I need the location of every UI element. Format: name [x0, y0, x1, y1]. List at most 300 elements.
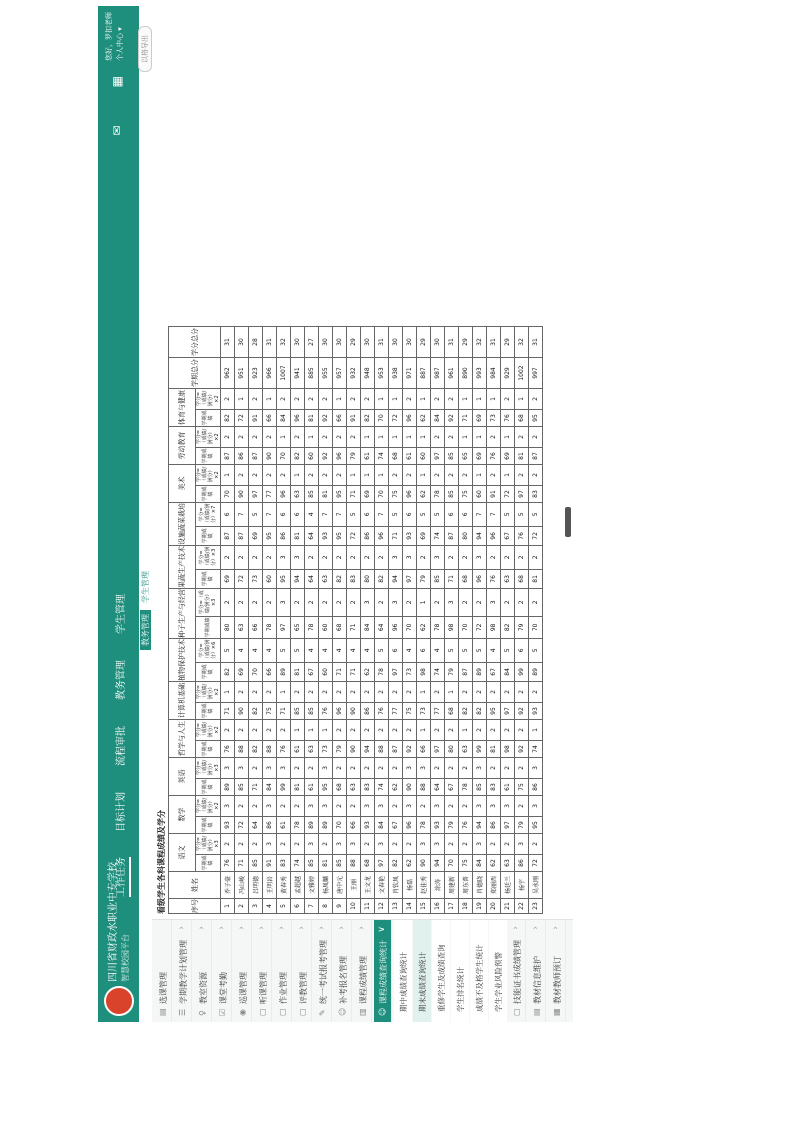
cell-value: 2 [515, 427, 529, 448]
cell-value: 98 [487, 616, 501, 638]
cell-value: 60 [319, 616, 333, 638]
cell-value: 2 [515, 465, 529, 486]
cell-value: 2 [235, 682, 249, 703]
cell-value: 3 [305, 834, 319, 855]
table-row [333, 327, 347, 914]
header-subject: 美术 [169, 465, 196, 503]
cell-value: 2 [403, 389, 417, 410]
cell-seq: 3 [249, 899, 263, 914]
cell-value: 7 [487, 503, 501, 527]
cell-value: 78 [459, 779, 473, 796]
chevron-icon: › [337, 926, 347, 930]
cell-value: 2 [515, 720, 529, 741]
user-info[interactable] [104, 12, 126, 61]
sidebar-item-label: 课程成绩查询统计 [379, 940, 388, 1004]
cell-seq: 7 [305, 899, 319, 914]
cell-value: 3 [389, 546, 403, 570]
cell-value: 6 [389, 639, 403, 663]
cell-value: 2 [221, 589, 235, 617]
cell-total-credit: 30 [333, 327, 347, 358]
cell-value: 2 [501, 589, 515, 617]
top-icons [110, 76, 124, 136]
sidebar-item[interactable] [234, 920, 252, 1022]
cell-value: 1 [487, 389, 501, 410]
horizontal-scrollbar[interactable] [565, 507, 571, 537]
grid-icon[interactable]: ▦ [110, 76, 124, 88]
nav-tab[interactable]: 教务管理 [116, 660, 127, 700]
list-icon: ☰ [178, 1008, 187, 1016]
cell-value: 2 [445, 546, 459, 570]
cell-value: 2 [305, 465, 319, 486]
cell-value: 97 [431, 448, 445, 465]
cell-value: 3 [235, 758, 249, 779]
cell-value: 84 [263, 779, 277, 796]
cell-value: 2 [249, 758, 263, 779]
cell-value: 96 [389, 616, 403, 638]
cell-value: 3 [529, 758, 543, 779]
cell-value: 5 [277, 639, 291, 663]
sidebar-item[interactable] [194, 920, 212, 1022]
cell-value: 3 [361, 796, 375, 817]
cell-value: 4 [305, 639, 319, 663]
sidebar-item-label: 巡课管理 [239, 972, 248, 1004]
cell-value: 2 [487, 758, 501, 779]
cell-value: 6 [515, 639, 529, 663]
sidebar-item[interactable] [374, 920, 392, 1022]
sidebar-item[interactable] [528, 920, 546, 1022]
sidebar-item[interactable] [154, 920, 172, 1022]
cell-value: 2 [221, 427, 235, 448]
sidebar-item[interactable] [254, 920, 272, 1022]
cell-total-credit: 28 [249, 327, 263, 358]
cell-value: 5 [515, 503, 529, 527]
cell-value: 75 [515, 779, 529, 796]
cell-value: 2 [347, 427, 361, 448]
cell-value: 2 [487, 682, 501, 703]
cell-value: 81 [291, 779, 305, 796]
cell-value: 2 [221, 834, 235, 855]
nav-tab[interactable]: 工作任务 [112, 857, 131, 897]
cell-value: 79 [445, 662, 459, 681]
sidebar-subitem-label: 学生排名统计 [456, 967, 465, 1012]
cell-value: 2 [291, 682, 305, 703]
cell-value: 6 [403, 503, 417, 527]
cell-value: 96 [403, 486, 417, 503]
header-subject: 植物保护技术 [169, 639, 196, 682]
table-row [389, 327, 403, 914]
cell-value: 63 [319, 569, 333, 588]
cell-value: 78 [431, 616, 445, 638]
school-name: 四川省财政水职业中专学校 [108, 862, 119, 982]
cell-value: 2 [263, 682, 277, 703]
cell-value: 1 [445, 682, 459, 703]
table-row [291, 327, 305, 914]
cell-value: 2 [529, 589, 543, 617]
cell-total-score: 961 [445, 358, 459, 389]
cell-value: 76 [319, 703, 333, 720]
cell-value: 88 [235, 741, 249, 758]
cell-value: 88 [347, 855, 361, 872]
cell-value: 67 [305, 662, 319, 681]
cell-value: 63 [501, 569, 515, 588]
cell-value: 4 [235, 639, 249, 663]
cell-value: 3 [319, 796, 333, 817]
cell-value: 2 [389, 720, 403, 741]
cell-value: 65 [291, 616, 305, 638]
cell-value: 3 [473, 796, 487, 817]
cell-value: 5 [221, 639, 235, 663]
cell-value: 1 [361, 427, 375, 448]
cell-value: 70 [459, 616, 473, 638]
sidebar-item[interactable] [294, 920, 312, 1022]
cell-total-score: 887 [417, 358, 431, 389]
cell-total-score: 1002 [515, 358, 529, 389]
cell-total-credit: 31 [263, 327, 277, 358]
nav-tab[interactable]: 流程审批 [116, 726, 127, 766]
cell-value: 76 [487, 569, 501, 588]
sidebar-subitem[interactable] [432, 920, 450, 1022]
cell-total-credit: 31 [221, 327, 235, 358]
cell-value: 81 [319, 486, 333, 503]
cell-value: 82 [389, 855, 403, 872]
cell-value: 78 [291, 817, 305, 834]
cell-value: 97 [277, 616, 291, 638]
cell-value: 97 [501, 703, 515, 720]
cell-value: 83 [487, 779, 501, 796]
cell-value: 1 [459, 427, 473, 448]
header-subject: 语文 [169, 834, 196, 872]
cell-value: 60 [305, 448, 319, 465]
cell-value: 75 [263, 703, 277, 720]
cell-value: 67 [487, 662, 501, 681]
chevron-icon: › [551, 926, 561, 930]
cell-value: 69 [417, 526, 431, 545]
cell-value: 62 [487, 855, 501, 872]
cell-value: 1 [319, 720, 333, 741]
cell-value: 93 [319, 526, 333, 545]
cell-value: 66 [249, 616, 263, 638]
cell-value: 73 [249, 569, 263, 588]
cell-value: 2 [291, 589, 305, 617]
cell-value: 64 [305, 569, 319, 588]
cell-value: 82 [221, 662, 235, 681]
user-center-link[interactable]: 个人中心 ▾ [116, 27, 124, 61]
cell-value: 2 [361, 720, 375, 741]
cell-value: 3 [403, 758, 417, 779]
cell-value: 96 [487, 526, 501, 545]
cell-value: 2 [361, 389, 375, 410]
header-score: 学期成绩 [196, 779, 221, 796]
cell-value: 89 [473, 662, 487, 681]
table-row [431, 327, 445, 914]
cell-value: 2 [445, 389, 459, 410]
cell-value: 79 [445, 817, 459, 834]
cell-value: 73 [417, 703, 431, 720]
cell-value: 62 [417, 616, 431, 638]
cell-value: 3 [445, 589, 459, 617]
cell-value: 2 [291, 427, 305, 448]
cell-value: 2 [431, 720, 445, 741]
cell-value: 2 [263, 546, 277, 570]
cell-value: 3 [487, 589, 501, 617]
cell-value: 5 [529, 503, 543, 527]
sidebar-item[interactable] [508, 920, 526, 1022]
cell-seq: 1 [221, 899, 235, 914]
cell-value: 1 [515, 389, 529, 410]
cell-value: 95 [529, 817, 543, 834]
cell-value: 2 [473, 589, 487, 617]
cell-value: 2 [389, 465, 403, 486]
cell-total-credit: 29 [501, 327, 515, 358]
cell-value: 2 [487, 427, 501, 448]
cell-value: 2 [235, 720, 249, 741]
cell-value: 89 [277, 662, 291, 681]
cell-value: 90 [263, 448, 277, 465]
table-row [319, 327, 333, 914]
header-subject: 哲学与人生 [169, 720, 196, 758]
cell-value: 2 [305, 589, 319, 617]
cell-value: 2 [305, 758, 319, 779]
cell-value: 5 [375, 639, 389, 663]
cell-value: 2 [319, 427, 333, 448]
cell-value: 2 [445, 834, 459, 855]
cell-value: 2 [249, 720, 263, 741]
cell-seq: 14 [403, 899, 417, 914]
cell-value: 1 [417, 389, 431, 410]
header-credit: 学分=（成绩/满分）×3 [196, 546, 221, 570]
cell-value: 82 [249, 741, 263, 758]
cell-value: 2 [319, 682, 333, 703]
cell-value: 86 [361, 703, 375, 720]
cell-value: 69 [501, 448, 515, 465]
cell-value: 61 [277, 817, 291, 834]
cell-value: 69 [473, 448, 487, 465]
cell-value: 66 [347, 817, 361, 834]
cell-value: 2 [319, 834, 333, 855]
cell-value: 81 [305, 410, 319, 427]
cell-value: 2 [347, 546, 361, 570]
header-subject: 劳动教育 [169, 427, 196, 465]
cell-value: 2 [263, 589, 277, 617]
header-score: 学期成绩 [196, 486, 221, 503]
sidebar-item-label: 听课管理 [259, 972, 268, 1004]
sidebar-item[interactable] [214, 920, 232, 1022]
cell-value: 1 [389, 389, 403, 410]
app-window [98, 6, 573, 1022]
cell-value: 91 [487, 486, 501, 503]
cell-value: 2 [431, 427, 445, 448]
sidebar-item[interactable] [548, 920, 566, 1022]
cell-value: 67 [389, 817, 403, 834]
cell-value: 98 [501, 741, 515, 758]
cell-value: 78 [417, 817, 431, 834]
cell-value: 92 [445, 410, 459, 427]
cell-value: 3 [501, 796, 515, 817]
header-subject: 计算机基础 [169, 682, 196, 720]
cell-value: 3 [277, 758, 291, 779]
cell-value: 95 [529, 410, 543, 427]
cell-value: 74 [431, 662, 445, 681]
cell-value: 95 [487, 703, 501, 720]
cell-value: 2 [361, 834, 375, 855]
sidebar-subitem[interactable] [451, 920, 469, 1022]
cell-value: 85 [305, 855, 319, 872]
top-bar [98, 6, 139, 1022]
cell-value: 3 [403, 796, 417, 817]
cell-value: 69 [361, 486, 375, 503]
sidebar-item-label: 教材信息维护 [533, 956, 542, 1004]
sidebar-subitem[interactable] [489, 920, 507, 1022]
table-row [473, 327, 487, 914]
cell-value: 66 [333, 410, 347, 427]
cell-value: 2 [375, 682, 389, 703]
table-row [277, 327, 291, 914]
cell-value: 2 [487, 465, 501, 486]
cell-value: 3 [277, 589, 291, 617]
cell-value: 2 [389, 682, 403, 703]
cell-value: 78 [263, 616, 277, 638]
cell-value: 76 [221, 741, 235, 758]
cell-value: 63 [347, 779, 361, 796]
chevron-icon: › [357, 926, 367, 930]
cell-value: 1 [221, 465, 235, 486]
sidebar-item[interactable] [354, 920, 372, 1022]
cell-value: 2 [235, 589, 249, 617]
cell-name: 周东普 [459, 872, 473, 899]
cell-value: 61 [291, 741, 305, 758]
cell-value: 61 [501, 779, 515, 796]
cell-total-score: 957 [333, 358, 347, 389]
sidebar-item[interactable] [274, 920, 292, 1022]
cell-value: 88 [375, 741, 389, 758]
cell-value: 1 [305, 720, 319, 741]
cell-value: 5 [431, 503, 445, 527]
sidebar-item[interactable] [334, 920, 352, 1022]
cell-value: 66 [263, 410, 277, 427]
cell-total-score: 885 [305, 358, 319, 389]
sidebar-item[interactable] [174, 920, 192, 1022]
cell-total-score: 929 [501, 358, 515, 389]
header-subject: 英语 [169, 758, 196, 796]
doc-icon: ▢ [258, 1008, 267, 1016]
table-row [235, 327, 249, 914]
platform-name: 智慧校园平台 [121, 934, 130, 982]
header-credit: 学分=（成绩/满分）×3 [196, 758, 221, 779]
cell-value: 84 [375, 817, 389, 834]
nav-tab[interactable]: 学生管理 [116, 594, 127, 634]
cell-value: 78 [305, 616, 319, 638]
cell-value: 76 [221, 855, 235, 872]
header-subject: 设施蔬菜栽培 [169, 503, 196, 546]
cell-value: 2 [291, 834, 305, 855]
cell-total-score: 941 [291, 358, 305, 389]
cell-value: 95 [319, 779, 333, 796]
cell-value: 2 [403, 465, 417, 486]
cell-value: 81 [487, 741, 501, 758]
cell-value: 3 [221, 796, 235, 817]
cell-value: 91 [249, 410, 263, 427]
cell-value: 2 [277, 465, 291, 486]
cell-value: 3 [515, 834, 529, 855]
cell-value: 1 [417, 720, 431, 741]
cell-value: 4 [347, 639, 361, 663]
cell-value: 61 [403, 448, 417, 465]
sub-tab[interactable]: 学生管理 [141, 571, 150, 603]
cell-seq: 12 [375, 899, 389, 914]
cell-value: 91 [263, 855, 277, 872]
cell-value: 2 [347, 682, 361, 703]
cell-total-credit: 27 [305, 327, 319, 358]
cell-seq: 11 [361, 899, 375, 914]
cell-seq: 20 [487, 899, 501, 914]
cell-value: 2 [249, 682, 263, 703]
cell-value: 1 [389, 427, 403, 448]
bell-icon[interactable]: ✉ [110, 125, 124, 136]
sidebar-subitem[interactable] [470, 920, 488, 1022]
header-total-score: 学期总分 [169, 358, 221, 389]
cell-value: 2 [403, 834, 417, 855]
cell-seq: 19 [473, 899, 487, 914]
cell-value: 62 [417, 410, 431, 427]
sidebar-subitem[interactable] [394, 920, 412, 1022]
cell-value: 82 [291, 448, 305, 465]
cell-value: 62 [361, 662, 375, 681]
cell-value: 2 [403, 720, 417, 741]
export-button[interactable]: 以格导出 [138, 26, 152, 72]
cell-value: 79 [333, 741, 347, 758]
cell-value: 60 [417, 448, 431, 465]
cell-value: 2 [403, 682, 417, 703]
cell-value: 7 [235, 503, 249, 527]
cell-value: 66 [417, 741, 431, 758]
sidebar-item[interactable] [314, 920, 332, 1022]
cell-value: 89 [319, 817, 333, 834]
table-row [445, 327, 459, 914]
cell-value: 5 [417, 503, 431, 527]
cell-name: 王文龙 [361, 872, 375, 899]
book-icon: ▤ [532, 1008, 541, 1016]
nav-tab[interactable]: 目标计划 [116, 792, 127, 832]
table-row [459, 327, 473, 914]
cell-total-credit: 29 [459, 327, 473, 358]
cell-value: 2 [333, 758, 347, 779]
cell-value: 85 [445, 486, 459, 503]
cell-value: 4 [263, 639, 277, 663]
header-total-credit: 学分总分 [169, 327, 221, 358]
cell-value: 91 [347, 410, 361, 427]
cell-value: 2 [445, 796, 459, 817]
header-credit: 学分=（成绩/满分）×2 [196, 465, 221, 486]
cell-value: 72 [501, 486, 515, 503]
cell-value: 5 [501, 503, 515, 527]
cell-value: 1 [529, 720, 543, 741]
eye-icon: ◉ [238, 1009, 247, 1016]
cell-value: 2 [375, 546, 389, 570]
cell-value: 2 [431, 389, 445, 410]
cell-value: 5 [291, 639, 305, 663]
cell-value: 71 [249, 779, 263, 796]
cell-value: 71 [333, 662, 347, 681]
sub-tab[interactable]: 教务管理 [140, 610, 151, 650]
table-row [501, 327, 515, 914]
cell-value: 2 [459, 682, 473, 703]
sidebar-subitem[interactable] [413, 920, 431, 1022]
cell-total-credit: 30 [389, 327, 403, 358]
cell-value: 97 [375, 855, 389, 872]
cell-value: 70 [277, 448, 291, 465]
cell-value: 3 [403, 546, 417, 570]
cell-value: 2 [333, 720, 347, 741]
